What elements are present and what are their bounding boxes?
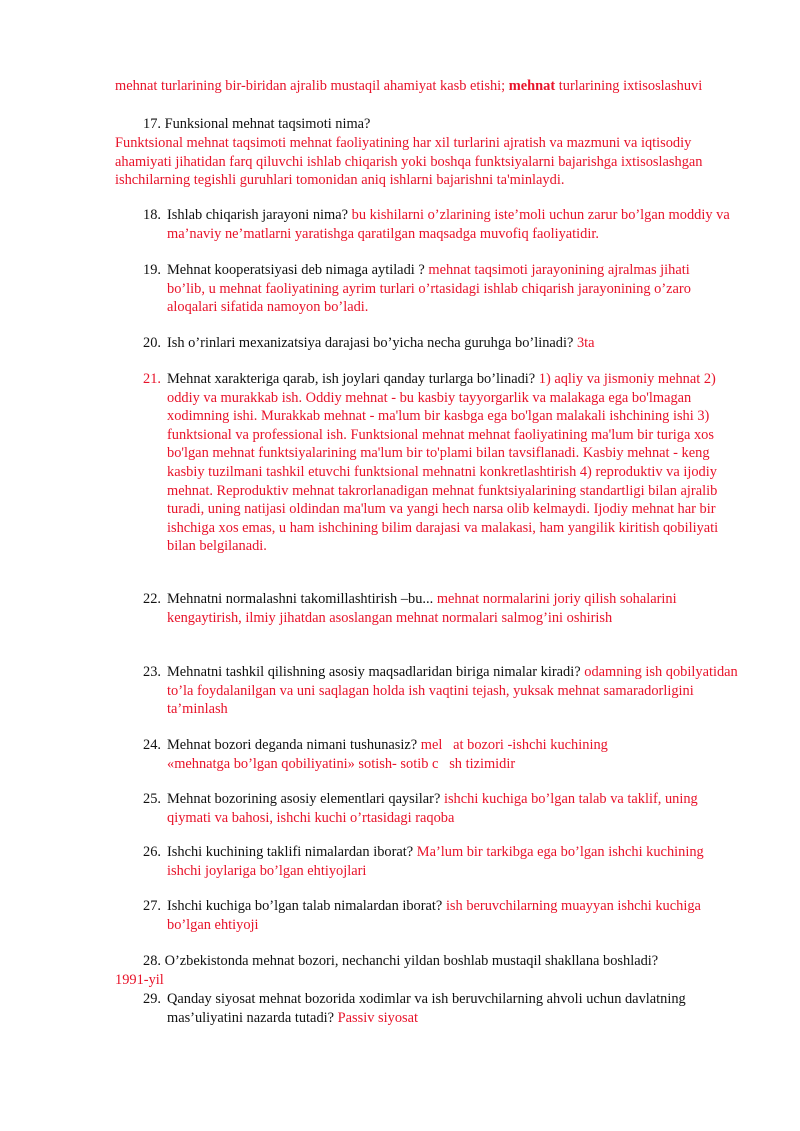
question-number: 20. xyxy=(143,335,161,351)
question-24 xyxy=(143,736,743,773)
answer-text: 1991-yil xyxy=(115,972,164,988)
question-number: 26. xyxy=(143,844,161,860)
question-18 xyxy=(143,206,733,243)
answer-fragment-4: sh tizimidir xyxy=(449,755,516,772)
question-number: 28. xyxy=(143,953,161,969)
answer-text: 3ta xyxy=(576,335,595,351)
intro-text-end: turlarining ixtisoslashuvi xyxy=(558,78,703,94)
question-text: Mehnatni tashkil qilishning asosiy maqsadlaridan biriga nimalar kiradi? xyxy=(167,664,581,680)
answer-text: Passiv siyosat xyxy=(337,1009,418,1026)
question-text: Ish o’rinlari mexanizatsiya darajasi bo’yicha necha guruhga bo’linadi? xyxy=(167,335,574,351)
question-22 xyxy=(143,590,703,627)
answer-text: ishchi kuchiga bo’lgan talab va taklif, uning qiymati va bahosi, ishchi kuchi o’rtasidagi raqoba xyxy=(167,791,698,826)
question-number: 18. xyxy=(143,207,161,223)
question-number: 24. xyxy=(143,737,161,753)
question-number: 29. xyxy=(143,991,161,1007)
answer-text: 1) aqliy va jismoniy mehnat 2) oddiy va murakkab ish. Oddiy mehnat - bu kasbiy tayyorgarlik va malakaga ega bo'lmagan xodimning ishi. Murakkab mehnat - ma'lum bir kasbga ega bo'lgan malakali ishchining ishi 3) funktsional va professional ish. Funktsional mehnat mehnat faoliyatining ma'lum bir turiga xos bo'lgan mehnat funktsiyalarining ma'lum bir to'plami bilan tavsiflanadi. Kasbiy mehnat - keng kasbiy tuzilmani tashkil etuvchi funktsional mehnatni konkretlashtirish 4) reproduktiv va ijodiy mehnat. Reproduktiv mehnat takrorlanadigan mehnat funktsiyalarining standartligi bilan ajralib turadi, uning natijasi oldindan ma'lum va yangi hech narsa olib kelmaydi. Ijodiy mehnat har bir ishchiga xos emas, u ham ishchining bilim darajasi va malakasi, ham yangilik kiritish qobiliyati bilan belgilanadi. xyxy=(167,371,719,555)
answer-text: ish beruvchilarning muayyan ishchi kuchiga bo’lgan ehtiyoji xyxy=(167,898,701,933)
question-number: 17. xyxy=(143,116,161,132)
answer-text: odamning ish qobilyatidan to’la foydalanilgan va uni saqlagan holda ish vaqtini tejash, yuksak mehnat samaradorligini ta’minlash xyxy=(167,664,738,718)
question-number: 22. xyxy=(143,591,161,607)
question-text: Funksional mehnat taqsimoti nima? xyxy=(164,116,371,132)
question-29 xyxy=(143,990,688,1027)
question-23 xyxy=(143,663,738,719)
question-text: Mehnatni normalashni takomillashtirish –bu... xyxy=(167,591,434,607)
question-27 xyxy=(143,897,723,934)
question-text: Ishchi kuchiga bo’lgan talab nimalardan iborat? xyxy=(167,898,443,914)
question-text: Mehnat bozorining asosiy elementlari qaysilar? xyxy=(167,791,441,807)
obscured-gap xyxy=(442,737,453,753)
answer-text: Ma’lum bir tarkibga ega bo’lgan ishchi kuchining ishchi joylariga bo’lgan ehtiyojlari xyxy=(167,844,704,879)
question-25 xyxy=(143,790,703,827)
question-number: 19. xyxy=(143,262,161,278)
question-text: Mehnat kooperatsiyasi deb nimaga aytiladi ? xyxy=(167,262,425,278)
intro-paragraph xyxy=(115,77,745,96)
question-21 xyxy=(143,370,735,556)
answer-text: mehnat normalarini joriy qilish sohalarini kengaytirish, ilmiy jihatdan asoslangan mehnat normalari salmog’ini oshirish xyxy=(167,591,677,626)
question-text: Mehnat xarakteriga qarab, ish joylari qanday turlarga bo’linadi? xyxy=(167,371,536,387)
answer-fragment-3: «mehnatga bo’lgan qobiliyatini» sotish- sotib c xyxy=(167,755,439,772)
question-number: 23. xyxy=(143,664,161,680)
question-text: O’zbekistonda mehnat bozori, nechanchi yildan boshlab mustaqil shakllana boshladi? xyxy=(164,953,659,969)
question-26 xyxy=(143,843,713,880)
obscured-gap xyxy=(438,756,449,772)
intro-bold-word: mehnat xyxy=(508,78,556,94)
question-text: Mehnat bozori deganda nimani tushunasiz? xyxy=(167,737,418,753)
question-text: Ishchi kuchining taklifi nimalardan iborat? xyxy=(167,844,414,860)
question-number: 25. xyxy=(143,791,161,807)
answer-fragment-1: mel xyxy=(420,737,443,753)
answer-text: Funktsional mehnat taqsimoti mehnat faoliyatining har xil turlarini ajratish va mazmuni va iqtisodiy ahamiyati jihatidan farq qiluvchi ishlab chiqarish yoki boshqa funktsiyalarni bajarishga ixtisoslashgan ishchilarning tegishli guruhlari tomonidan aniq ishlarni bajarishni ta'minlaydi. xyxy=(115,135,703,189)
question-number: 21. xyxy=(143,371,161,387)
question-20 xyxy=(143,334,743,353)
question-text: Qanday siyosat mehnat bozorida xodimlar va ish beruvchilarning ahvoli uchun davlatning mas’uliyatini nazarda tutadi? xyxy=(167,991,686,1026)
question-19 xyxy=(143,261,723,317)
intro-text: mehnat turlarining bir-biridan ajralib mustaqil ahamiyat kasb etishi; xyxy=(115,78,506,94)
answer-text: mehnat taqsimoti jarayonining ajralmas jihati bo’lib, u mehnat faoliyatining ayrim turlari o’rtasidagi ishlab chiqarish jarayonining o’zaro aloqalari sifatida namoyon bo’ladi. xyxy=(167,262,691,316)
answer-text: bu kishilarni o’zlarining iste’moli uchun zarur bo’lgan moddiy va ma’naviy ne’matlarni yaratishga qaratilgan maqsadga muvofiq faoliyatidir. xyxy=(167,207,730,242)
question-number: 27. xyxy=(143,898,161,914)
answer-fragment-2: at bozori -ishchi kuchining xyxy=(453,737,608,753)
question-text: Ishlab chiqarish jarayoni nima? xyxy=(167,207,349,223)
